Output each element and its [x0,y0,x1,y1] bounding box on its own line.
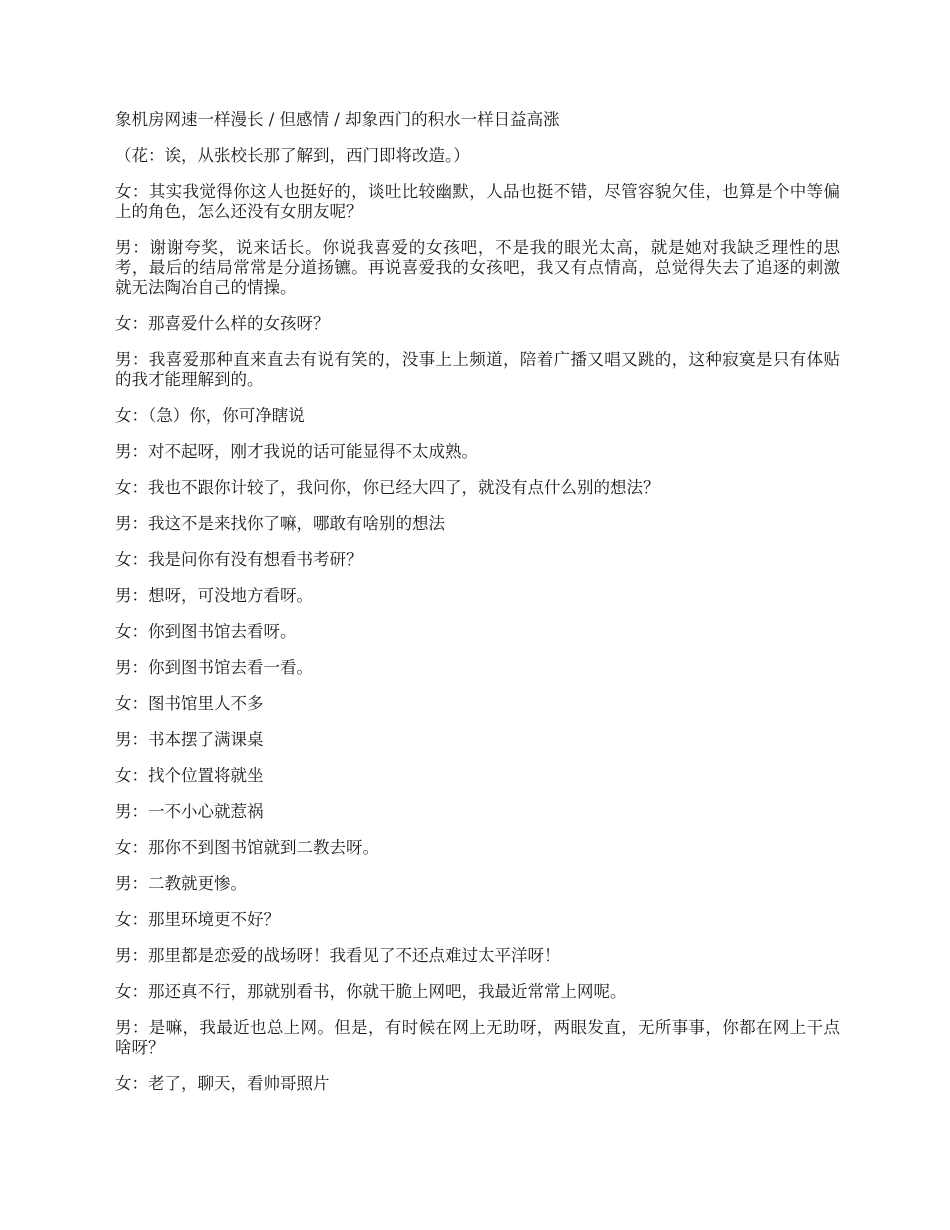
paragraph: 女：那你不到图书馆就到二教去呀。 [115,838,379,857]
paragraph: 男：一不小心就惹祸 [115,802,264,821]
paragraph: 男：我喜爱那种直来直去有说有笑的，没事上上频道，陪着广播又唱又跳的，这种寂寞是只有体贴的我才能理解到的。 [115,350,840,389]
paragraph: 男：你到图书馆去看一看。 [115,658,313,677]
paragraph: 女：老了，聊天，看帅哥照片 [115,1074,330,1093]
paragraph: 男：对不起呀，刚才我说的话可能显得不太成熟。 [115,442,478,461]
paragraph: 女：图书馆里人不多 [115,694,264,713]
paragraph: 女：我是问你有没有想看书考研？ [115,550,363,569]
paragraph: （花：诶，从张校长那了解到，西门即将改造。） [115,146,470,165]
paragraph: 女：那里环境更不好？ [115,910,280,929]
paragraph: 女：你到图书馆去看呀。 [115,622,297,641]
paragraph: 女：我也不跟你计较了，我问你，你已经大四了，就没有点什么别的想法？ [115,478,660,497]
paragraph: 男：谢谢夸奖，说来话长。你说我喜爱的女孩吧，不是我的眼光太高，就是她对我缺乏理性的思考，最后的结局常常是分道扬镳。再说喜爱我的女孩吧，我又有点情高，总觉得失去了追逐的刺激就无法陶冶自己的情操。 [115,238,840,297]
paragraph: 男：是嘛，我最近也总上网。但是，有时候在网上无助呀，两眼发直，无所事事，你都在网上干点啥呀？ [115,1018,840,1057]
paragraph: 男：想呀，可没地方看呀。 [115,586,313,605]
paragraph: 男：那里都是恋爱的战场呀！我看见了不还点难过太平洋呀！ [115,946,561,965]
paragraph: 女：找个位置将就坐 [115,766,264,785]
paragraph: 男：书本摆了满课桌 [115,730,264,749]
paragraph: 女：那喜爱什么样的女孩呀？ [115,314,330,333]
paragraph: 象机房网速一样漫长 / 但感情 / 却象西门的积水一样日益高涨 [115,110,560,129]
paragraph: 女：那还真不行，那就别看书，你就干脆上网吧，我最近常常上网呢。 [115,982,627,1001]
paragraph: 男：二教就更惨。 [115,874,247,893]
document-body [115,110,840,1110]
paragraph: 女：（急）你，你可净瞎说 [115,406,305,425]
paragraph: 男：我这不是来找你了嘛，哪敢有啥别的想法 [115,514,445,533]
paragraph: 女：其实我觉得你这人也挺好的，谈吐比较幽默，人品也挺不错，尽管容貌欠佳，也算是个中等偏上的角色，怎么还没有女朋友呢？ [115,182,840,221]
